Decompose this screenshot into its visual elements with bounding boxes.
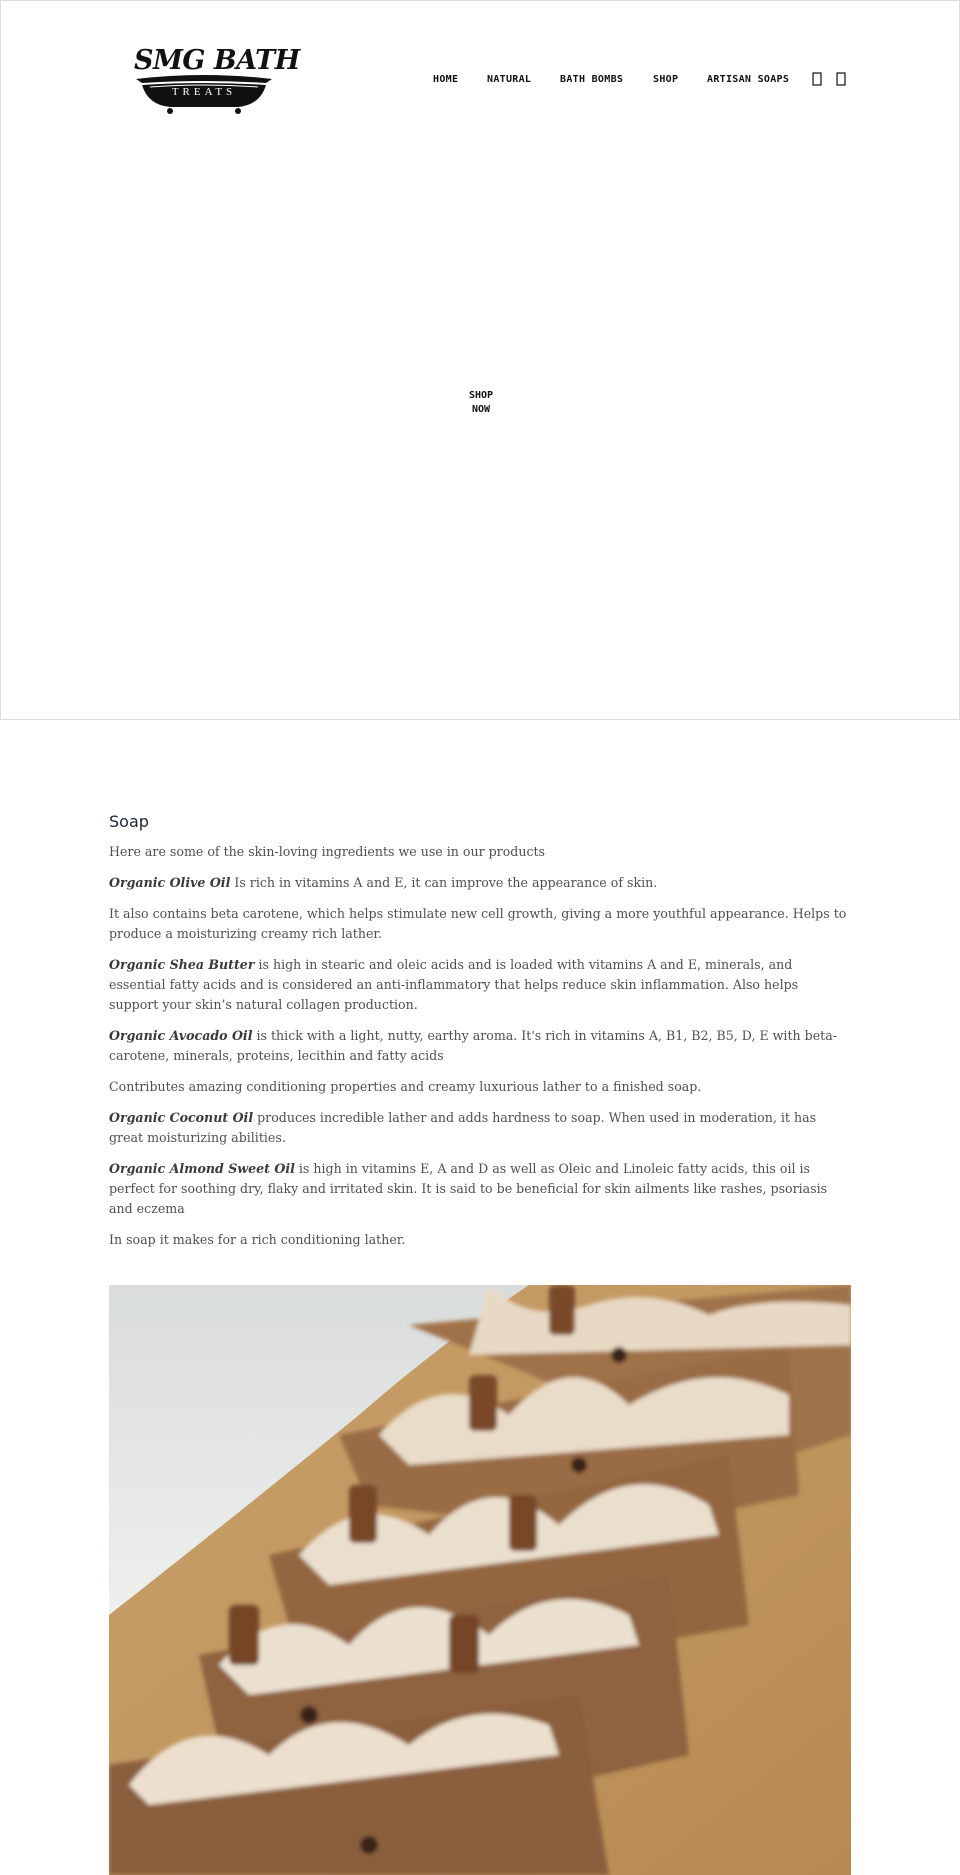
cart-icon[interactable] <box>836 72 846 86</box>
site-logo[interactable] <box>134 43 300 117</box>
olive-oil-more: It also contains beta carotene, which helps stimulate new cell growth, giving a more youthful appearance. Helps to produce a moisturizing creamy rich lather. <box>109 906 847 941</box>
olive-oil-name: Organic Olive Oil <box>109 875 231 890</box>
almond-oil-more: In soap it makes for a rich conditioning lather. <box>109 1232 406 1247</box>
nav-natural[interactable]: NATURAL <box>487 74 532 85</box>
olive-oil-paragraph <box>109 873 851 893</box>
nav-bath-bombs[interactable]: BATH BOMBS <box>560 74 624 85</box>
almond-oil-text: is high in vitamins E, A and D as well as Oleic and Linoleic fatty acids, this oil is perfect for soothing dry, flaky and irritated skin. It is said to be beneficial for skin ailments like rashes, psoriasis and eczema <box>109 1161 828 1216</box>
search-icon[interactable] <box>812 72 822 86</box>
nav-home[interactable]: HOME <box>433 74 459 85</box>
almond-oil-name: Organic Almond Sweet Oil <box>109 1161 295 1176</box>
shop-now-line2: NOW <box>471 404 491 415</box>
hero-banner <box>0 0 960 720</box>
nav-artisan-soaps[interactable]: ARTISAN SOAPS <box>707 74 790 85</box>
intro-text: Here are some of the skin-loving ingredients we use in our products <box>109 844 546 859</box>
avocado-oil-paragraph <box>109 1026 851 1066</box>
soap-bars-photo <box>109 1285 851 1875</box>
soap-bars-image <box>109 1285 851 1875</box>
section-title: Soap <box>109 812 149 831</box>
logo-subtitle: TREATS <box>171 86 237 98</box>
soap-section <box>109 812 851 1261</box>
avocado-oil-text: is thick with a light, nutty, earthy aroma. It's rich in vitamins A, B1, B2, B5, D, E with beta-carotene, minerals, proteins, lecithin and fatty acids <box>109 1028 837 1063</box>
shea-butter-paragraph <box>109 955 851 1015</box>
coconut-oil-text: produces incredible lather and adds hardness to soap. When used in moderation, it has great moisturizing abilities. <box>109 1110 817 1145</box>
shea-butter-name: Organic Shea Butter <box>109 957 255 972</box>
shop-now-line1: SHOP <box>468 390 494 401</box>
logo-script: SMG BATH <box>134 45 300 76</box>
coconut-oil-name: Organic Coconut Oil <box>109 1110 254 1125</box>
almond-oil-paragraph <box>109 1159 851 1219</box>
avocado-oil-more: Contributes amazing conditioning properties and creamy luxurious lather to a finished soap. <box>109 1079 702 1094</box>
olive-oil-text: Is rich in vitamins A and E, it can improve the appearance of skin. <box>230 875 658 890</box>
shop-now-button[interactable] <box>451 389 511 417</box>
shea-butter-text: is high in stearic and oleic acids and is loaded with vitamins A and E, minerals, and essential fatty acids and is considered an anti-inflammatory that helps reduce skin inflammation. Also helps support your skin’s natural collagen production. <box>109 957 799 1012</box>
coconut-oil-paragraph <box>109 1108 851 1148</box>
nav-shop[interactable]: SHOP <box>653 74 679 85</box>
avocado-oil-name: Organic Avocado Oil <box>109 1028 253 1043</box>
